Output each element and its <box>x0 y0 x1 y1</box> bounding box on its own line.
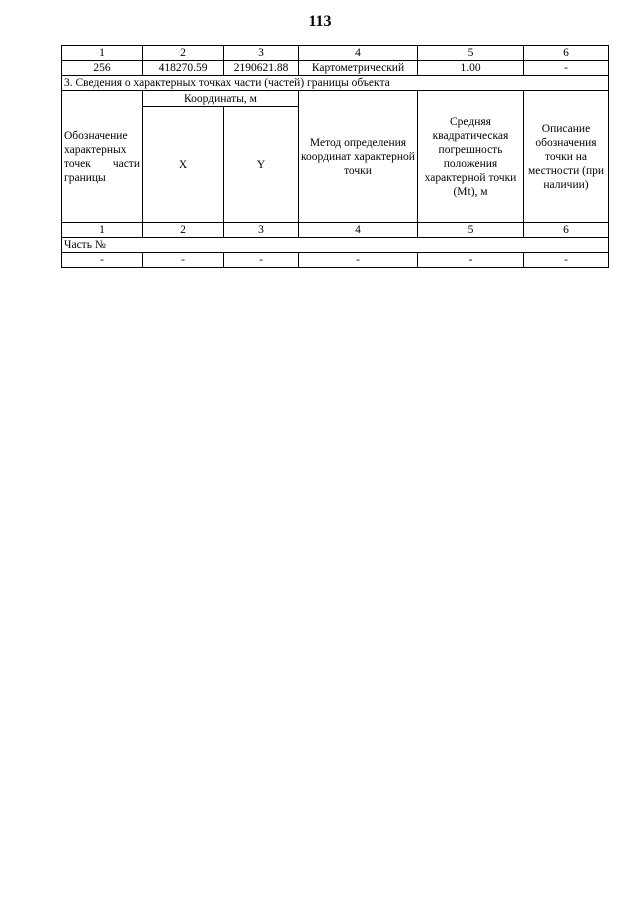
empty-cell: - <box>62 253 143 268</box>
column-number-cell: 5 <box>418 46 524 61</box>
section-title: 3. Сведения о характерных точках части (частей) границы объекта <box>62 76 609 91</box>
error-cell: 1.00 <box>418 61 524 76</box>
description-header: Описание обозначения точки на местности (при наличии) <box>524 91 609 223</box>
designation-header: Обозначение характерных точек части границы <box>62 91 143 223</box>
method-header: Метод определения координат характерной точки <box>299 91 418 223</box>
column-number-cell: 2 <box>143 46 224 61</box>
column-number-cell: 4 <box>299 223 418 238</box>
error-header: Средняя квадратическая погрешность положения характерной точки (Mt), м <box>418 91 524 223</box>
column-number-cell: 1 <box>62 46 143 61</box>
y-coordinate-cell: 2190621.88 <box>224 61 299 76</box>
empty-cell: - <box>418 253 524 268</box>
header-row <box>62 91 609 107</box>
column-number-cell: 2 <box>143 223 224 238</box>
table-row <box>62 61 609 76</box>
column-number-cell: 3 <box>224 223 299 238</box>
part-label: Часть № <box>62 238 609 253</box>
description-cell: - <box>524 61 609 76</box>
boundary-points-table <box>61 45 609 268</box>
column-number-cell: 6 <box>524 223 609 238</box>
column-number-row <box>62 46 609 61</box>
x-coordinate-cell: 418270.59 <box>143 61 224 76</box>
x-header: X <box>143 107 224 223</box>
page-number: 113 <box>308 13 332 30</box>
y-header: Y <box>224 107 299 223</box>
coordinates-header: Координаты, м <box>143 91 299 107</box>
method-cell: Картометрический <box>299 61 418 76</box>
column-number-cell: 3 <box>224 46 299 61</box>
empty-cell: - <box>299 253 418 268</box>
column-number-row <box>62 223 609 238</box>
section-title-row <box>62 76 609 91</box>
part-label-row <box>62 238 609 253</box>
column-number-cell: 4 <box>299 46 418 61</box>
column-number-cell: 1 <box>62 223 143 238</box>
table-row <box>62 253 609 268</box>
column-number-cell: 6 <box>524 46 609 61</box>
empty-cell: - <box>224 253 299 268</box>
empty-cell: - <box>143 253 224 268</box>
column-number-cell: 5 <box>418 223 524 238</box>
empty-cell: - <box>524 253 609 268</box>
point-number-cell: 256 <box>62 61 143 76</box>
